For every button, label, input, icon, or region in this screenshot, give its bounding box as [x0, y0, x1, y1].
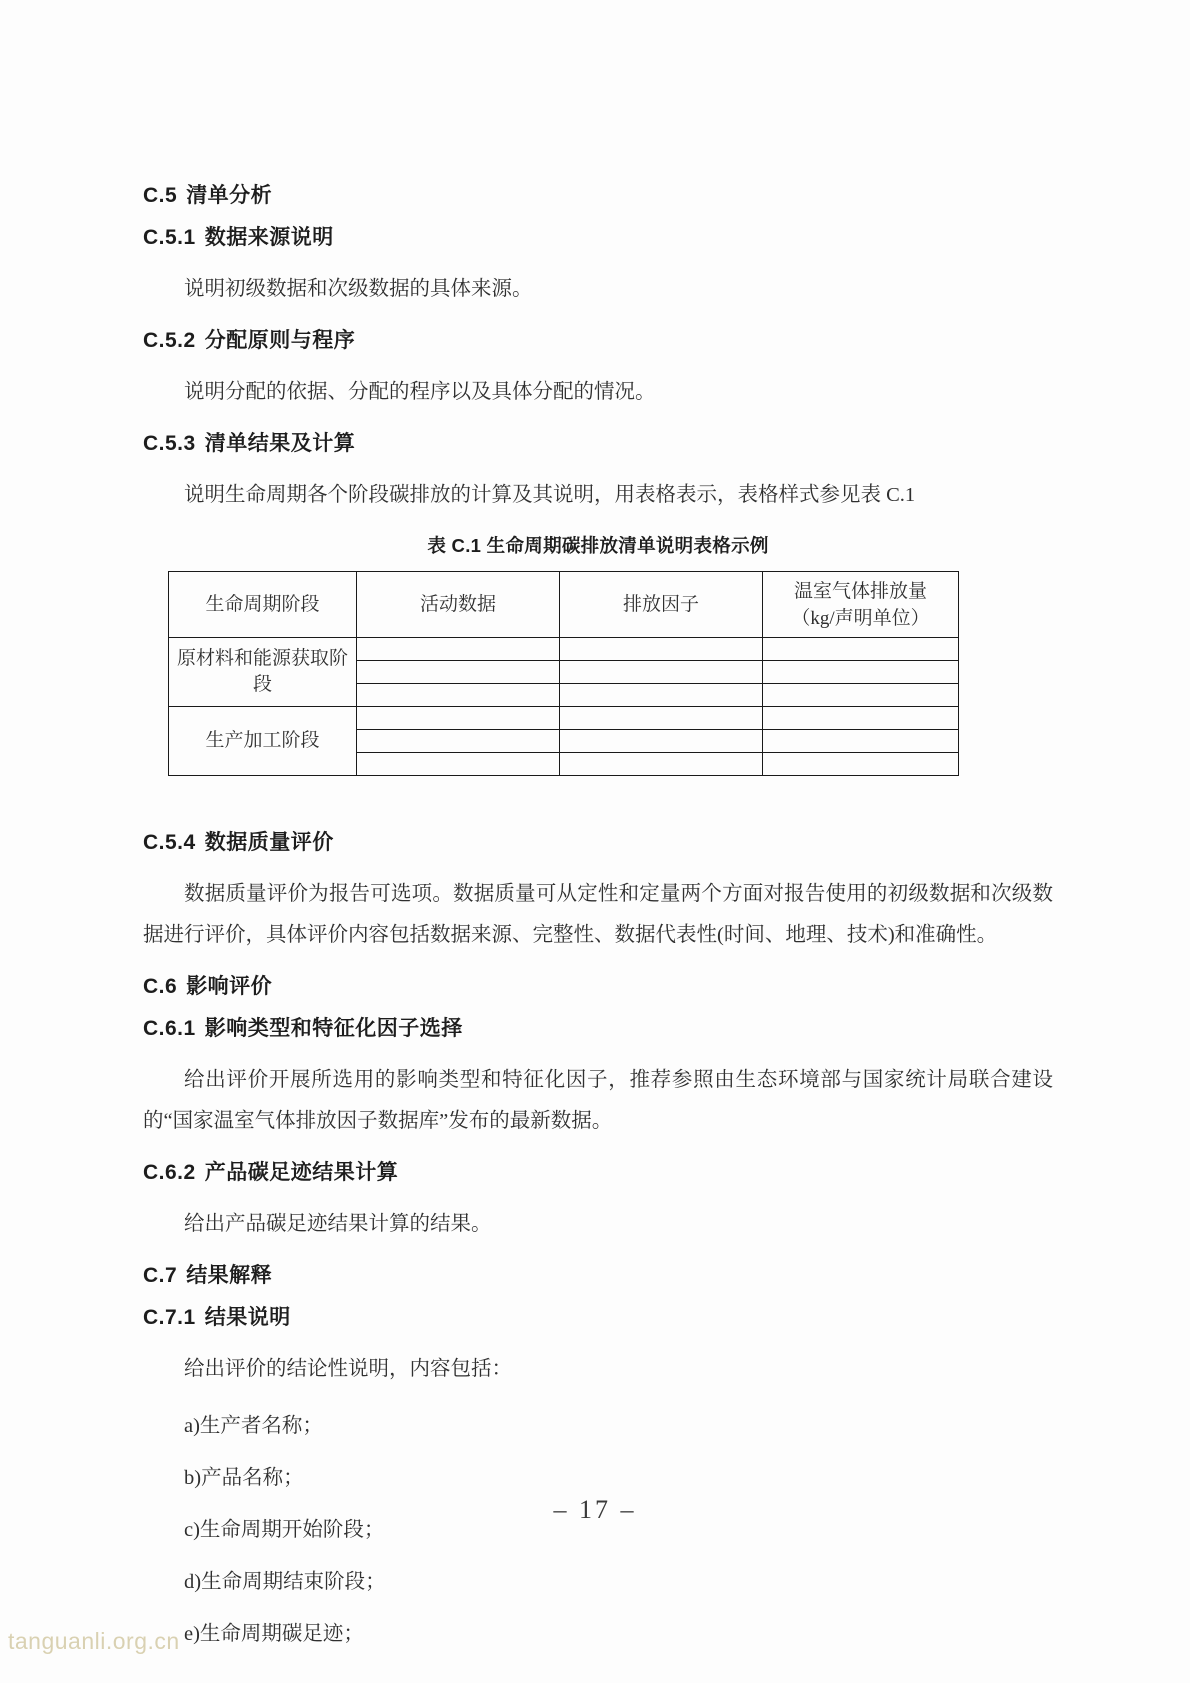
table-cell-blank[interactable] [560, 753, 763, 776]
list-item: b)产品名称； [184, 1467, 304, 1489]
list-item: a)生产者名称； [184, 1415, 323, 1437]
heading-c5-title: 清单分析 [186, 184, 273, 207]
heading-c61 [143, 1018, 1053, 1040]
heading-c5-number: C.5 [143, 184, 178, 207]
table-cell-stage-raw-material: 原材料和能源获取阶段 [169, 638, 357, 707]
heading-c52 [143, 330, 1053, 352]
table-cell-blank[interactable] [357, 684, 560, 707]
table-header-cell-activity-data: 活动数据 [357, 572, 560, 638]
heading-c53-number: C.5.3 [143, 432, 196, 455]
table-cell-blank[interactable] [763, 753, 959, 776]
table-cell-blank[interactable] [560, 707, 763, 730]
ghg-header-line2: （kg/声明单位） [791, 607, 930, 629]
heading-c62-title: 产品碳足迹结果计算 [204, 1161, 399, 1184]
heading-c61-title: 影响类型和特征化因子选择 [204, 1017, 463, 1040]
watermark: tanguanli.org.cn [8, 1628, 180, 1654]
list-item: e)生命周期碳足迹； [184, 1623, 364, 1645]
table-header-cell-ghg-emissions [763, 572, 959, 638]
table-row [169, 638, 959, 661]
heading-c62-number: C.6.2 [143, 1161, 196, 1184]
heading-c51 [143, 227, 1053, 249]
paragraph-c51: 说明初级数据和次级数据的具体来源。 [184, 278, 533, 300]
heading-c7 [143, 1265, 1053, 1287]
table-header-cell-emission-factor: 排放因子 [560, 572, 763, 638]
heading-c51-title: 数据来源说明 [204, 226, 334, 249]
table-cell-blank[interactable] [357, 638, 560, 661]
table-cell-blank[interactable] [763, 661, 959, 684]
table-lifecycle-emissions [168, 571, 959, 776]
table-cell-blank[interactable] [763, 730, 959, 753]
heading-c53 [143, 433, 1053, 455]
table-cell-blank[interactable] [560, 684, 763, 707]
table-header-cell-stage: 生命周期阶段 [169, 572, 357, 638]
table-cell-blank[interactable] [357, 753, 560, 776]
paragraph-c71: 给出评价的结论性说明，内容包括： [184, 1358, 512, 1380]
heading-c54-title: 数据质量评价 [204, 831, 334, 854]
heading-c6-number: C.6 [143, 975, 178, 998]
heading-c71 [143, 1307, 1053, 1329]
paragraph-c52: 说明分配的依据、分配的程序以及具体分配的情况。 [184, 381, 656, 403]
list-item: c)生命周期开始阶段； [184, 1519, 385, 1541]
table-row [169, 707, 959, 730]
table-cell-blank[interactable] [560, 638, 763, 661]
table-cell-blank[interactable] [357, 707, 560, 730]
heading-c52-title: 分配原则与程序 [204, 329, 356, 352]
heading-c71-number: C.7.1 [143, 1306, 196, 1329]
page-content [143, 185, 1053, 1666]
table-cell-blank[interactable] [763, 638, 959, 661]
heading-c6-title: 影响评价 [186, 975, 273, 998]
page-number: – 17 – [553, 1495, 637, 1524]
table-cell-blank[interactable] [763, 707, 959, 730]
table-caption: 表 C.1 生命周期碳排放清单说明表格示例 [427, 535, 769, 556]
heading-c7-title: 结果解释 [186, 1264, 273, 1287]
ghg-header-line1: 温室气体排放量 [793, 580, 927, 602]
heading-c53-title: 清单结果及计算 [204, 432, 356, 455]
table-cell-blank[interactable] [763, 684, 959, 707]
table-cell-blank[interactable] [560, 661, 763, 684]
paragraph-c54: 数据质量评价为报告可选项。数据质量可从定性和定量两个方面对报告使用的初级数据和次级数据进行评价，具体评价内容包括数据来源、完整性、数据代表性(时间、地理、技术)和准确性。 [143, 883, 1053, 946]
paragraph-c61: 给出评价开展所选用的影响类型和特征化因子，推荐参照由生态环境部与国家统计局联合建设的“国家温室气体排放因子数据库”发布的最新数据。 [143, 1069, 1053, 1132]
heading-c6 [143, 976, 1053, 998]
table-cell-blank[interactable] [357, 730, 560, 753]
heading-c54-number: C.5.4 [143, 831, 196, 854]
heading-c61-number: C.6.1 [143, 1017, 196, 1040]
heading-c52-number: C.5.2 [143, 329, 196, 352]
heading-c71-title: 结果说明 [204, 1306, 291, 1329]
spacer [143, 776, 1053, 832]
table-cell-blank[interactable] [357, 661, 560, 684]
table-header-row [169, 572, 959, 638]
heading-c5 [143, 185, 1053, 207]
table-cell-blank[interactable] [560, 730, 763, 753]
list-item: d)生命周期结束阶段； [184, 1571, 386, 1593]
heading-c62 [143, 1162, 1053, 1184]
paragraph-c62: 给出产品碳足迹结果计算的结果。 [184, 1213, 492, 1235]
table-cell-stage-production: 生产加工阶段 [169, 707, 357, 776]
heading-c7-number: C.7 [143, 1264, 178, 1287]
heading-c51-number: C.5.1 [143, 226, 196, 249]
heading-c54 [143, 832, 1053, 854]
paragraph-c53: 说明生命周期各个阶段碳排放的计算及其说明，用表格表示，表格样式参见表 C.1 [184, 484, 916, 506]
